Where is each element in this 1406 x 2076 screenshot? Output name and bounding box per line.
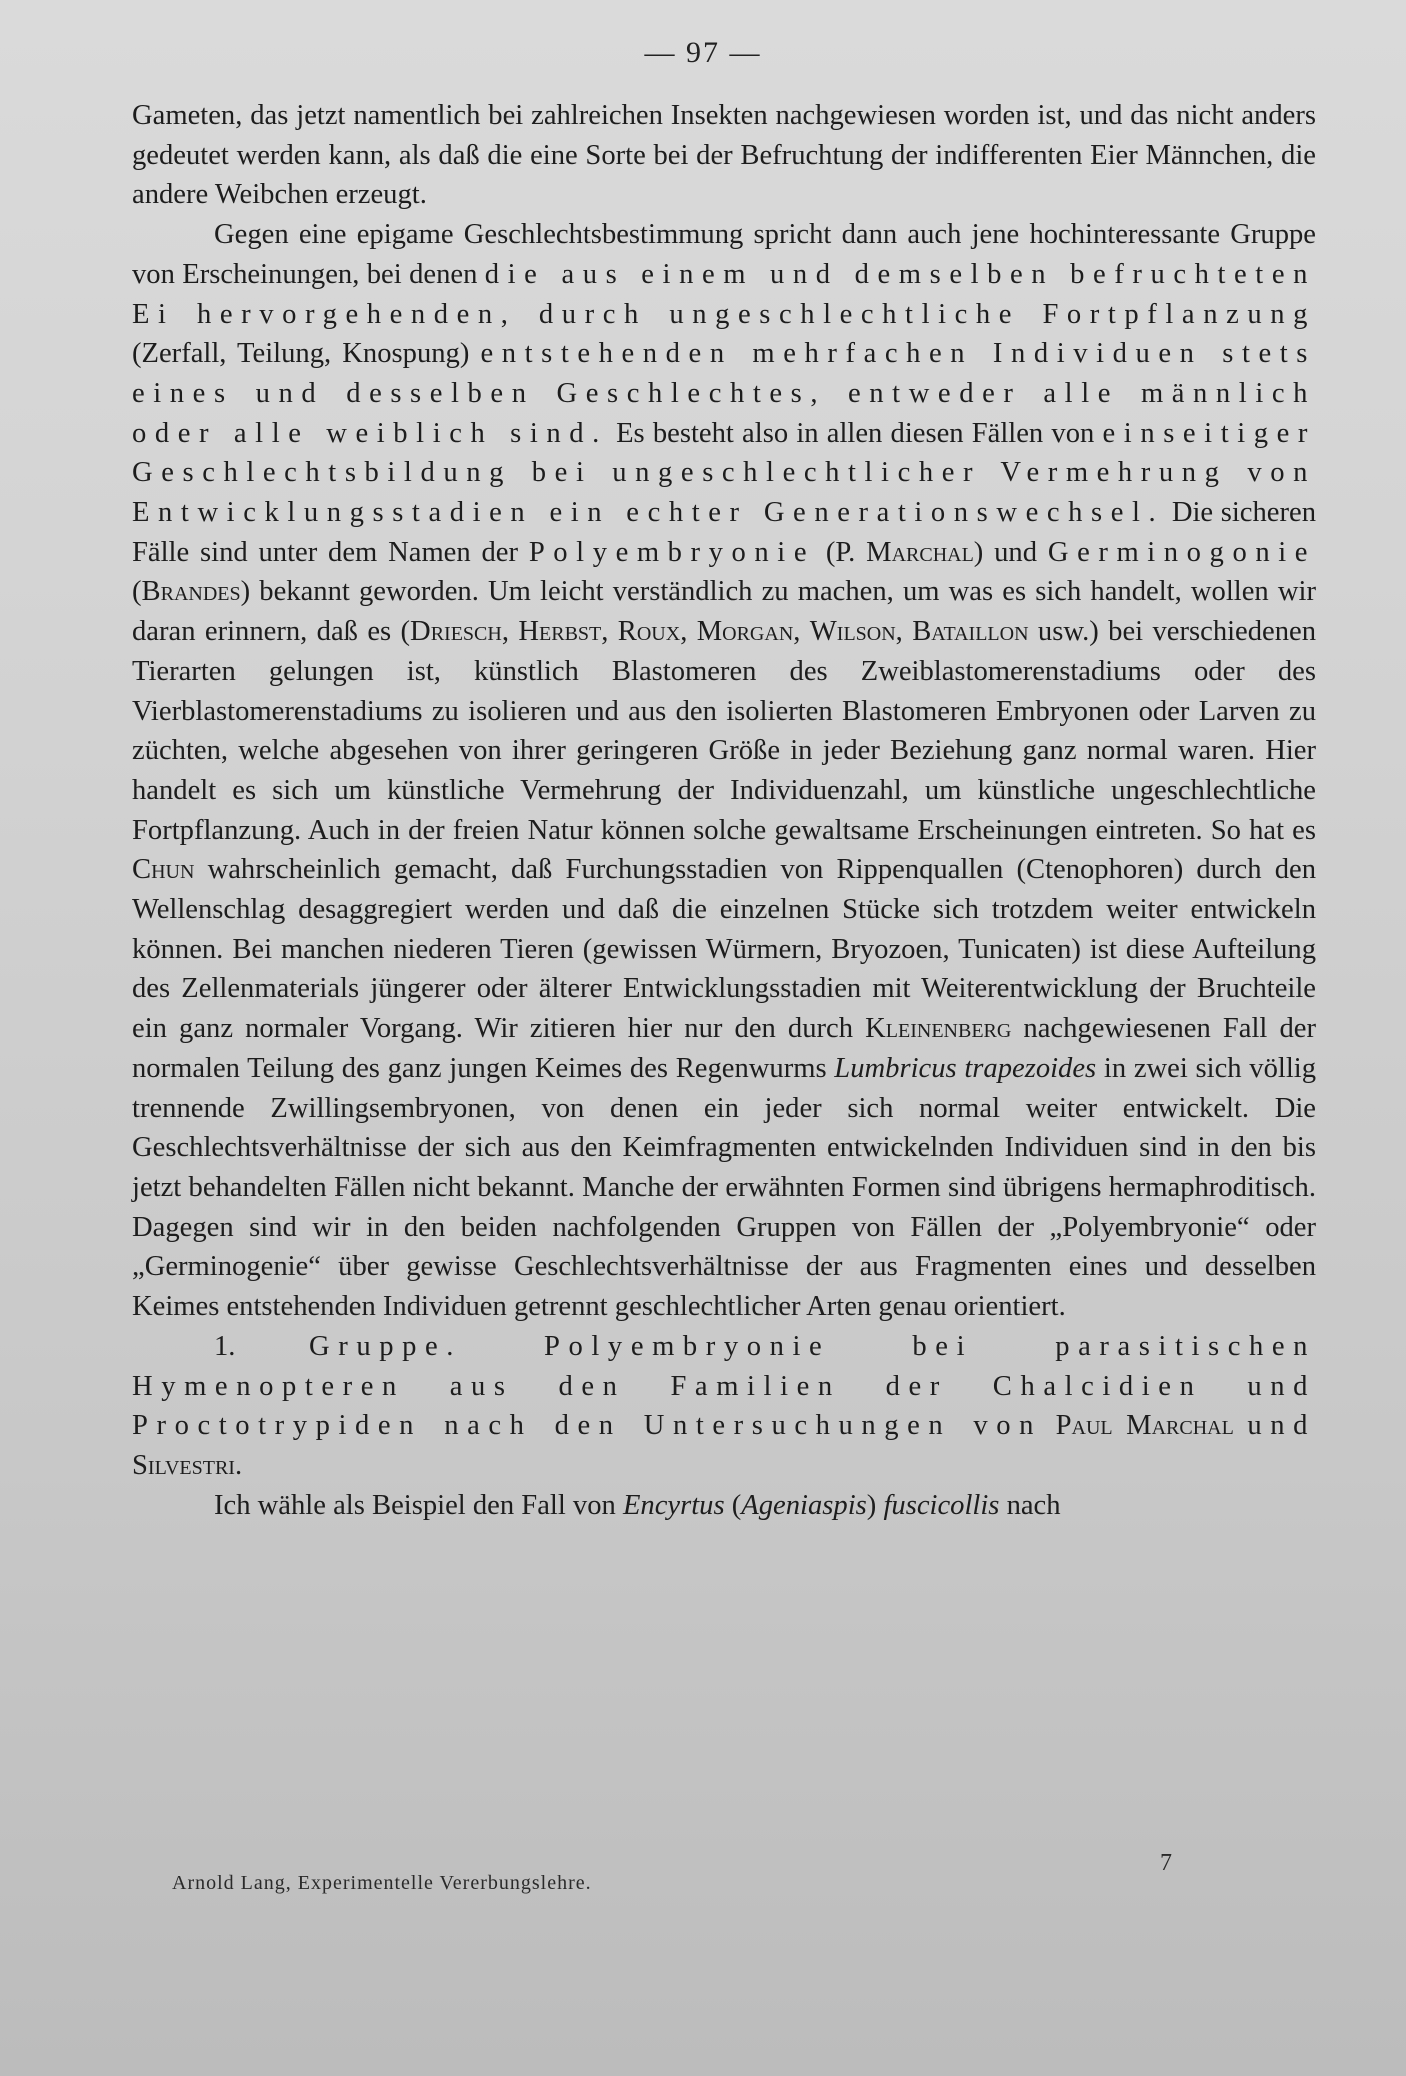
author-name: Bataillon <box>912 616 1029 648</box>
text-run: . <box>234 1449 243 1481</box>
author-name: Silvestri <box>132 1449 235 1481</box>
text-run: ( <box>132 576 142 608</box>
author-name: Roux <box>617 616 681 648</box>
signature-mark: 7 <box>1160 1850 1172 1876</box>
spaced-emphasis: einseitiger Geschlechtsbildung bei ungeschlechtlicher Vermehrung von Entwicklungsstadien ein echter Generationswechsel. <box>132 417 1317 529</box>
spaced-emphasis: Germinogonie <box>1047 536 1316 568</box>
text-run: Ich wähle als Beispiel den Fall von <box>214 1489 623 1521</box>
author-name: Brandes <box>141 576 241 608</box>
text-run: ) und <box>973 536 1048 568</box>
paragraph-1-text: Gameten, das jetzt namentlich bei zahlreichen Insekten nachgewiesen worden ist, und das nicht anders gedeutet werden kann, als daß die eine Sorte bei der Befruchtung der indifferenten Eier Männchen, die andere Weibchen erzeugt. <box>132 100 1316 211</box>
text-run <box>1042 1410 1056 1441</box>
text-run: Gegen eine epigame Geschlechtsbestimmung spricht dann auch jene hochinteressante Gruppe von Erscheinungen, bei denen <box>132 219 1316 290</box>
spaced-emphasis: die aus einem und demselben befruchteten Ei hervorgehenden, durch ungeschlechtliche Fortpflanzung <box>132 258 1316 330</box>
text-run: wahrscheinlich gemacht, daß Furchungsstadien von Rippenquallen (Ctenophoren) durch den Wellenschlag desaggregiert werden und daß die einzelnen Stücke sich trotzdem weiter entwickeln können. Bei manchen niederen Tieren (gewissen Würmern, Bryozoen, Tunicaten) ist diese Aufteilung des Zellenmaterials jüngerer oder älterer Entwicklungsstadien mit Weiterentwicklung der Bruchteile ein ganz normaler Vorgang. Wir zitieren hier nur den durch <box>132 854 1316 1045</box>
text-run: 1. <box>214 1330 309 1362</box>
author-name: Chun <box>132 854 195 886</box>
species-name: Lumbricus trapezoides <box>834 1052 1097 1084</box>
spaced-emphasis: Gruppe. Polyembryonie bei parasitischen Hymenopteren aus den Familien der Chalcidien und Proctotrypiden nach den Untersuchungen von <box>132 1330 1317 1442</box>
text-run: (Zerfall, Teilung, Knospung) <box>132 338 481 370</box>
paragraph-4 <box>132 1486 1316 1526</box>
spaced-emphasis: und <box>1247 1410 1316 1442</box>
author-name: Paul Marchal <box>1055 1410 1234 1442</box>
text-run: Es besteht also in allen diesen Fällen von <box>607 417 1103 449</box>
text-run: ) <box>866 1489 884 1521</box>
species-name: Ageniaspis <box>741 1489 867 1521</box>
text-run: , <box>895 616 913 648</box>
paragraph-1 <box>132 96 1316 215</box>
paragraph-3 <box>132 1327 1316 1486</box>
text-run: ) bekannt geworden. Um leicht verständlich zu machen, um was es sich handelt, wollen wir daran erinnern, daß es ( <box>132 576 1316 648</box>
species-name: fuscicollis <box>883 1489 1000 1521</box>
author-name: Wilson <box>809 616 896 648</box>
text-run: Die sicheren Fälle sind unter dem Namen der <box>132 497 1316 568</box>
author-name: Marchal <box>866 536 974 568</box>
text-run: nach <box>999 1489 1061 1521</box>
spaced-emphasis: Polyembryonie <box>528 536 816 568</box>
species-name: Encyrtus <box>622 1489 725 1521</box>
author-name: Driesch <box>410 616 502 648</box>
text-run: in zwei sich völlig trennende Zwillingsembryonen, von denen ein jeder sich normal weiter entwickelt. Die Geschlechtsverhältnisse der sich aus den Keimfragmenten entwickelnden Individuen sind in den bis jetzt behandelten Fällen nicht bekannt. Manche der erwähnten Formen sind übrigens hermaphroditisch. Dagegen sind wir in den beiden nachfolgenden Gruppen von Fällen der „Polyembryonie“ oder „Germinogenie“ über gewisse Geschlechtsverhältnisse der aus Fragmenten eines und desselben Keimes entstehenden Individuen getrennt geschlechtlicher Arten genau orientiert. <box>132 1052 1316 1323</box>
text-run: , <box>501 616 519 648</box>
text-run: usw.) bei verschiedenen Tierarten gelungen ist, künstlich Blastomeren des Zweiblastomerenstadiums oder des Vierblastomerenstadiums zu isolieren und aus den isolierten Blastomeren Embryonen oder Larven zu züchten, welche abgesehen von ihrer geringeren Größe in jeder Beziehung ganz normal waren. Hier handelt es sich um künstliche Vermehrung der Individuenzahl, um künstliche ungeschlechtliche Fortpflanzung. Auch in der freien Natur können solche gewaltsame Erscheinungen eintreten. So hat es <box>132 616 1317 846</box>
author-name: Herbst <box>518 616 602 648</box>
text-run: , <box>601 616 618 648</box>
author-name: Morgan <box>696 616 794 648</box>
paragraph-2 <box>132 215 1316 1327</box>
text-run <box>1234 1410 1248 1441</box>
text-run: , <box>793 616 810 648</box>
text-run: nachgewiesenen Fall der normalen Teilung des ganz jungen Keimes des Regenwurms <box>132 1013 1316 1084</box>
author-name: Kleinenberg <box>865 1013 1012 1045</box>
body-text <box>132 96 1316 1525</box>
text-run: , <box>680 616 697 648</box>
text-run: ( <box>724 1489 742 1521</box>
spaced-emphasis: entstehenden mehrfachen Individuen stets eines und desselben Geschlechtes, entweder alle männlich oder alle weiblich sind. <box>132 338 1316 449</box>
text-run: (P. <box>815 536 867 568</box>
footer-imprint: Arnold Lang, Experimentelle Vererbungslehre. <box>172 1872 592 1894</box>
page-number: — 97 — <box>644 36 762 69</box>
